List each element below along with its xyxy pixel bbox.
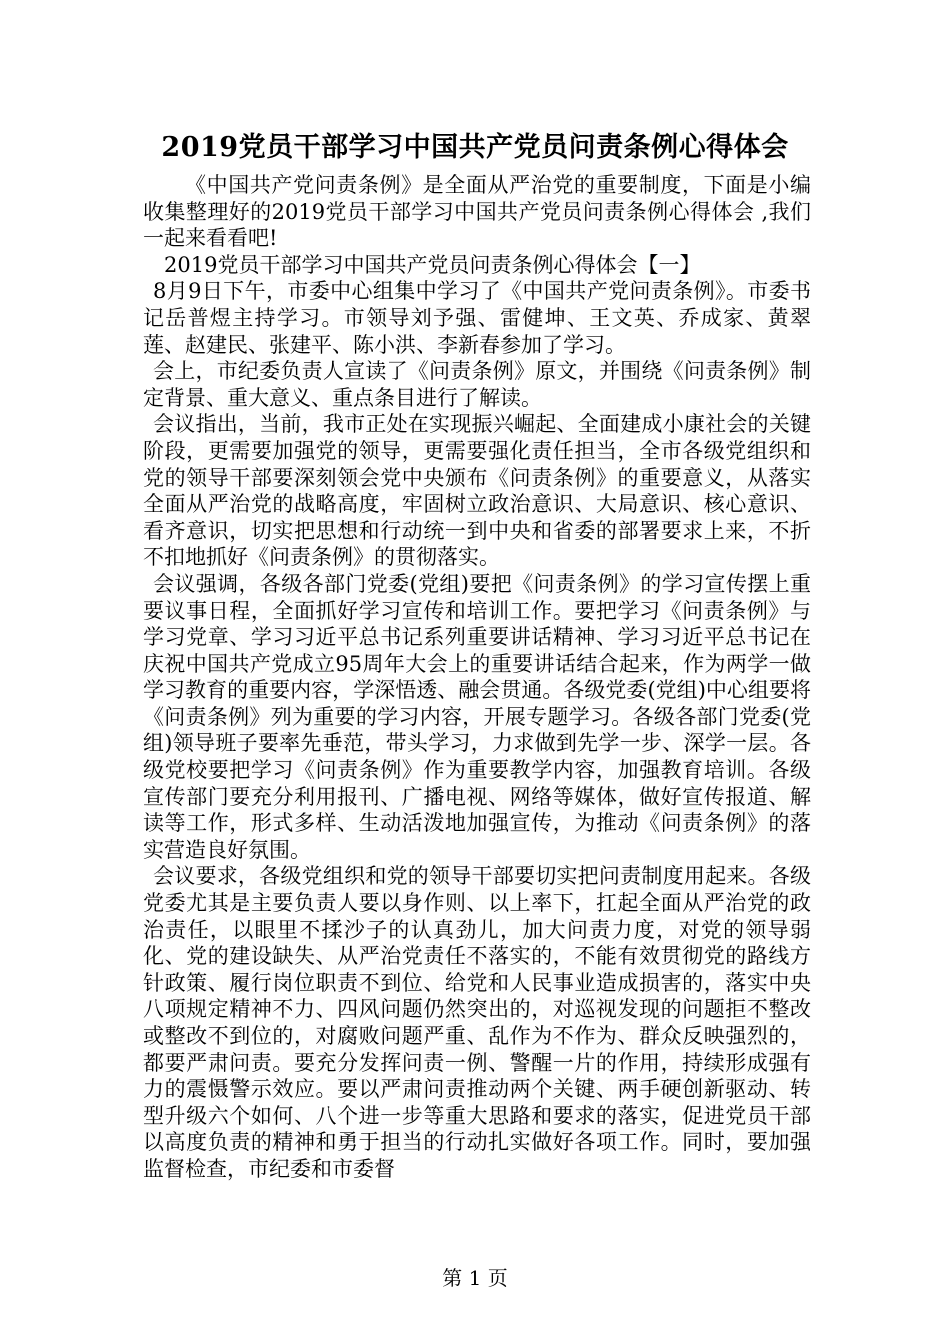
body-paragraph-5: 会议要求，各级党组织和党的领导干部要切实把问责制度用起来。各级党委尤其是主要负责人要以身作则、以上率下，扛起全面从严治党的政治责任，以眼里不揉沙子的认真劲儿，加大问责力度，对党的领导弱化、党的建设缺失、从严治党责任不落实的，不能有效贯彻党的路线方针政策、履行岗位职责不到位、给党和人民事业造成损害的，落实中央八项规定精神不力、四风问题仍然突出的，对巡视发现的问题拒不整改或整改不到位的，对腐败问题严重、乱作为不作为、群众反映强烈的，都要严肃问责。要充分发挥问责一例、警醒一片的作用，持续形成强有力的震慑警示效应。要以严肃问责推动两个关键、两手硬创新驱动、转型升级六个如何、八个进一步等重大思路和要求的落实，促进党员干部以高度负责的精神和勇于担当的行动扎实做好各项工作。同时，要加强监督检查，市纪委和市委督	[143, 864, 811, 1181]
page-number-footer: 第 1 页	[442, 1266, 508, 1290]
intro-paragraph: 《中国共产党问责条例》是全面从严治党的重要制度，下面是小编收集整理好的2019党员干部学习中国共产党员问责条例心得体会 ,我们一起来看看吧!	[143, 173, 811, 251]
document-body	[143, 172, 811, 1183]
body-paragraph-4: 会议强调，各级各部门党委(党组)要把《问责条例》的学习宣传摆上重要议事日程，全面抓好学习宣传和培训工作。要把学习《问责条例》与学习党章、学习习近平总书记系列重要讲话精神、学习习近平总书记在庆祝中国共产党成立95周年大会上的重要讲话结合起来，作为两学一做学习教育的重要内容，学深悟透、融会贯通。各级党委(党组)中心组要将《问责条例》列为重要的学习内容，开展专题学习。各级各部门党委(党组)领导班子要率先垂范，带头学习，力求做到先学一步、深学一层。各级党校要把学习《问责条例》作为重要教学内容，加强教育培训。各级宣传部门要充分利用报刊、广播电视、网络等媒体，做好宣传报道、解读等工作，形式多样、生动活泼地加强宣传，为推动《问责条例》的落实营造良好氛围。	[143, 571, 811, 862]
section-heading: 2019党员干部学习中国共产党员问责条例心得体会【一】	[164, 252, 701, 277]
document-title: 2019党员干部学习中国共产党员问责条例心得体会	[161, 132, 789, 163]
body-paragraph-2: 会上，市纪委负责人宣读了《问责条例》原文，并围绕《问责条例》制定背景、重大意义、重点条目进行了解读。	[143, 359, 811, 410]
body-paragraph-3: 会议指出，当前，我市正处在实现振兴崛起、全面建成小康社会的关键阶段，更需要加强党的领导，更需要强化责任担当，全市各级党组织和党的领导干部要深刻领会党中央颁布《问责条例》的重要意义，从落实全面从严治党的战略高度，牢固树立政治意识、大局意识、核心意识、看齐意识，切实把思想和行动统一到中央和省委的部署要求上来，不折不扣地抓好《问责条例》的贯彻落实。	[143, 412, 811, 570]
body-paragraph-1: 8月9日下午，市委中心组集中学习了《中国共产党问责条例》。市委书记岳普煜主持学习。市领导刘予强、雷健坤、王文英、乔成家、黄翠莲、赵建民、张建平、陈小洪、李新春参加了学习。	[143, 279, 811, 357]
